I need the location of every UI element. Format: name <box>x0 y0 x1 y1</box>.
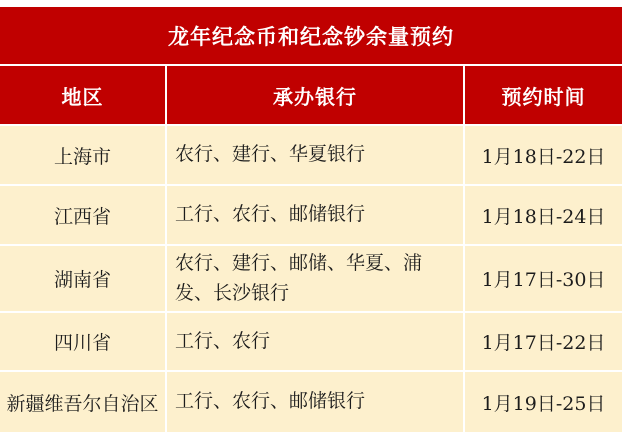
table-cell-time: 1月19日-25日 <box>465 372 622 432</box>
table-cell-region: 湖南省 <box>0 246 165 311</box>
reservation-table <box>0 7 622 432</box>
table-cell-time: 1月18日-22日 <box>465 126 622 184</box>
table-cell-region: 上海市 <box>0 126 165 184</box>
table-cell-banks: 工行、农行、邮储银行 <box>167 186 463 244</box>
table-cell-region: 新疆维吾尔自治区 <box>0 372 165 432</box>
table-cell-time: 1月18日-24日 <box>465 186 622 244</box>
table-cell-region: 江西省 <box>0 186 165 244</box>
table-cell-region: 四川省 <box>0 313 165 370</box>
table-cell-time: 1月17日-30日 <box>465 246 622 311</box>
table-cell-banks: 农行、建行、邮储、华夏、浦发、长沙银行 <box>167 246 463 311</box>
table-cell-banks: 工行、农行 <box>167 313 463 370</box>
table-cell-banks: 工行、农行、邮储银行 <box>167 372 463 432</box>
column-header-bank: 承办银行 <box>167 66 463 124</box>
table-cell-time: 1月17日-22日 <box>465 313 622 370</box>
table-cell-banks: 农行、建行、华夏银行 <box>167 126 463 184</box>
column-header-time: 预约时间 <box>465 66 622 124</box>
column-header-region: 地区 <box>0 66 165 124</box>
page-title: 龙年纪念币和纪念钞余量预约 <box>0 7 622 64</box>
